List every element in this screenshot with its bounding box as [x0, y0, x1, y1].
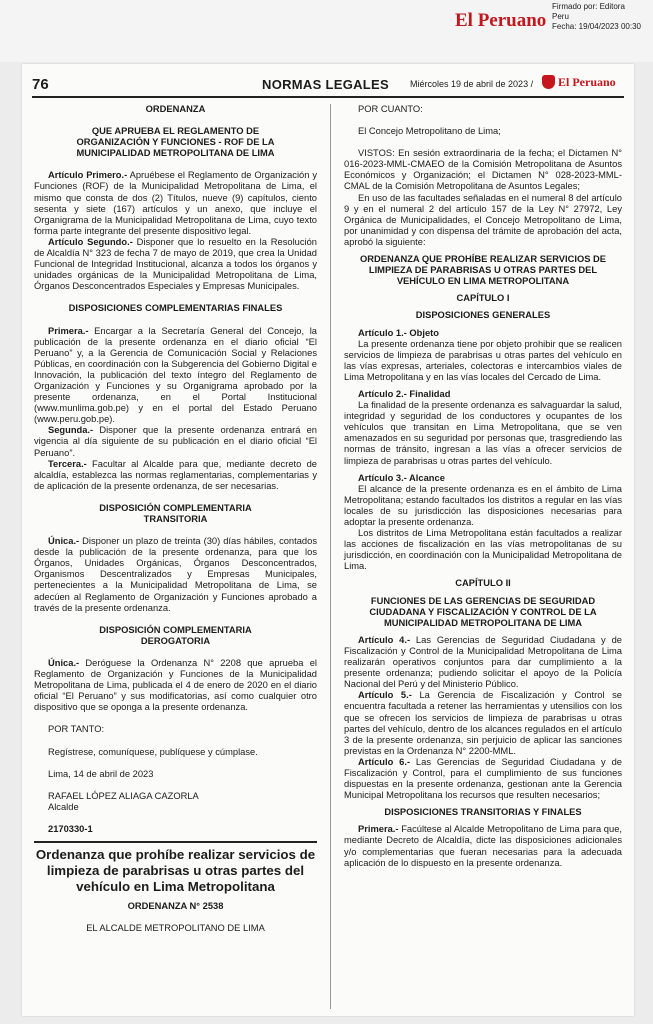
- disposicion-final-primera: Primera.- Facúltese al Alcalde Metropolitano de Lima para que, mediante Decreto de Alcaldía, dicte las disposiciones adicionales y/o complementarias que fueran necesarias para la adecuada aplicación de lo dispuesto en la presente ordenanza.: [344, 824, 622, 868]
- separator-rule: [34, 841, 317, 843]
- heading-disposiciones-generales: DISPOSICIONES GENERALES: [415, 310, 551, 321]
- firma-alcalde: RAFAEL LÓPEZ ALIAGA CAZORLA: [48, 790, 199, 801]
- articulo-1: La presente ordenanza tiene por objeto prohibir que se realicen servicios de limpieza de parabrisas u otras partes del vehículo en las vías expresas, arteriales, colectoras e intercambios viales de Lima Metropolitana y en las vías locales del Cercado de Lima.: [344, 338, 622, 382]
- alcalde-line: EL ALCALDE METROPOLITANO DE LIMA: [86, 923, 265, 934]
- left-column: [34, 104, 317, 934]
- column-divider: [330, 104, 331, 1009]
- top-strip: [0, 0, 653, 62]
- concejo-line: El Concejo Metropolitano de Lima;: [358, 126, 501, 137]
- header-logo: El Peruano: [542, 75, 616, 90]
- articulo-1-heading: Artículo 1.- Objeto: [358, 327, 439, 338]
- page-header: [32, 74, 624, 98]
- articulo-primero: Artículo Primero.- Apruébese el Reglamento de Organización y Funciones (ROF) de la Municipalidad Metropolitana de Lima, el mismo que consta de dos (2) Títulos, nueve (9) capítulos, ciento sesenta y siete (167) artículos y un anexo, que incluye el Organigrama de la Municipalidad Metropolitana de Lima, cuyo texto forma parte integrante del presente dispositivo legal.: [34, 170, 318, 236]
- heading-disp-finales: DISPOSICIONES COMPLEMENTARIAS FINALES: [68, 303, 283, 314]
- newspaper-page: [22, 64, 634, 1016]
- disposicion-tercera: Tercera.- Facultar al Alcalde para que, mediante decreto de alcaldía, establezca las normas reglamentarias, complementarias y de aplicación de la presente ordenanza, de ser necesarias.: [34, 458, 317, 491]
- fecha-lima: Lima, 14 de abril de 2023: [48, 768, 154, 779]
- ordenanza-number: ORDENANZA N° 2538: [127, 900, 224, 911]
- disposicion-unica-derogatoria: Única.- Deróguese la Ordenanza N° 2208 que aprueba el Reglamento de Organización y Funciones de la Municipalidad Metropolitana de Lima, publicada el 4 de enero de 2020 en el diario oficial “El Peruano” y sus modificatorias, así como cualquier otro dispositivo que se oponga a la presente ordenanza.: [34, 657, 317, 713]
- vistos: VISTOS: En sesión extraordinaria de la fecha; el Dictamen N° 016-2023-MML-CMAEO de la Comisión Metropolitana de Asuntos Económicos y Organización; el Dictamen N° 028-2023-MML-CMAL de la Comisión Metropolitana de Asuntos Legales;: [344, 148, 622, 192]
- disposicion-primera: Primera.- Encargar a la Secretaría General del Concejo, la publicación de la presente ordenanza en el diario oficial “El Peruano” y, a la Gerencia de Comunicación Social y Relaciones Públicas, en coordinación con la Subgerencia del Gobierno Digital e Innovación, la publicación del texto íntegro del Reglamento de Organización y Funciones y su Organigrama aprobado por la presente ordenanza, en el Portal Institucional (www.munlima.gob.pe) y en el portal del Estado Peruano (www.peru.gob.pe).: [34, 325, 317, 425]
- header-date: Miércoles 19 de abril de 2023 /: [410, 79, 534, 89]
- codigo-publicacion: 2170330-1: [48, 823, 93, 834]
- heading-transitorias-finales: DISPOSICIONES TRANSITORIAS Y FINALES: [384, 807, 582, 818]
- articulo-2-heading: Artículo 2.- Finalidad: [358, 388, 451, 399]
- articulo-6: Artículo 6.- Las Gerencias de Seguridad Ciudadana y de Fiscalización y Control, para el cumplimiento de sus funciones dispuestas en la presente ordenanza, gestionan ante la Gerencia Municipal Metropolitana los recursos que resulten necesarios;: [344, 756, 622, 801]
- heading-disp-derogatoria: DISPOSICIÓN COMPLEMENTARIA DEROGATORIA: [99, 624, 252, 646]
- capitulo-2: CAPÍTULO II: [455, 578, 511, 589]
- ordenanza-title: Ordenanza que prohíbe realizar servicios de limpieza de parabrisas u otras partes del vehículo en Lima Metropolitana: [35, 846, 316, 894]
- heading-disp-transitoria: DISPOSICIÓN COMPLEMENTARIA TRANSITORIA: [99, 502, 252, 524]
- digital-signature: Firmado por: Editora Peru Fecha: 19/04/2023 00:30: [552, 2, 641, 31]
- disposicion-unica-transitoria: Única.- Disponer un plazo de treinta (30) días hábiles, contados desde la publicación de la presente ordenanza, para que los Órganos, Unidades Orgánicas, Órganos Desconcentrados, Organismos Descentralizados y Empresas Municipales, pertenecientes a la Municipalidad Metropolitana de Lima, se adecúen al Reglamento de Organización y Funciones aprobado a través de la presente ordenanza.: [34, 536, 317, 613]
- section-title: NORMAS LEGALES: [262, 77, 389, 92]
- capitulo-1: CAPÍTULO I: [456, 293, 510, 304]
- heading-rof: QUE APRUEBA EL REGLAMENTO DE ORGANIZACIÓN Y FUNCIONES - ROF DE LA MUNICIPALIDAD METROPOLITANA DE LIMA: [76, 126, 275, 159]
- por-cuanto: POR CUANTO:: [358, 104, 423, 114]
- articulo-2: La finalidad de la presente ordenanza es salvaguardar la salud, integridad y seguridad de los conductores y ocupantes de los vehículos que transitan en Lima Metropolitana, que se ven amenazados en su seguridad por personas que, trasgrediendo las normas de tránsito, ingresan a las vías a ofrecer servicios de limpieza de parabrisas u otras partes del vehículo.: [344, 400, 622, 466]
- el-peruano-logo: El Peruano: [455, 10, 547, 31]
- registrese: Regístrese, comuníquese, publíquese y cúmplase.: [48, 746, 258, 757]
- heading-ordenanza: ORDENANZA: [145, 104, 206, 114]
- por-tanto: POR TANTO:: [48, 724, 105, 735]
- articulo-segundo: Artículo Segundo.- Disponer que lo resuelto en la Resolución de Alcaldía N° 323 de fecha 7 de mayo de 2019, que crea la Unidad Funcional de Integridad Institucional, alcanza a todos los órganos y unidades orgánicas de la Municipalidad Metropolitana de Lima, Órganos Desconcentrados Especiales y Empresas Municipales.: [34, 236, 317, 292]
- page-number: 76: [32, 76, 49, 93]
- articulo-3: El alcance de la presente ordenanza es en el ámbito de Lima Metropolitana; estando facultados los distritos a regular en las vías locales de su jurisdicción las disposiciones necesarias para adoptar la presente ordenanza.: [344, 483, 622, 527]
- en-uso-facultades: En uso de las facultades señaladas en el numeral 8 del artículo 9 y en el numeral 2 del artículo 157 de la Ley N° 27972, Ley Orgánica de Municipalidades, el Concejo Metropolitano de Lima, por unanimidad y con dispensa del trámite de aprobación del acta, aprobó la siguiente:: [344, 192, 622, 247]
- heading-ordenanza-prohibe: ORDENANZA QUE PROHÍBE REALIZAR SERVICIOS DE LIMPIEZA DE PARABRISAS U OTRAS PARTES DEL VEHÍCULO EN LIMA METROPOLITANA: [359, 254, 607, 287]
- disposicion-segunda: Segunda.- Disponer que la presente ordenanza entrará en vigencia al día siguiente de su publicación en el diario oficial “El Peruano”.: [34, 425, 317, 458]
- coat-of-arms-icon: [542, 75, 555, 89]
- heading-funciones-gerencias: FUNCIONES DE LAS GERENCIAS DE SEGURIDAD CIUDADANA Y FISCALIZACIÓN Y CONTROL DE LA MUNICIPALIDAD METROPOLITANA DE LIMA: [369, 595, 597, 628]
- right-column: [344, 104, 622, 869]
- articulo-3-heading: Artículo 3.- Alcance: [358, 472, 445, 483]
- articulo-4: Artículo 4.- Las Gerencias de Seguridad Ciudadana y de Fiscalización y Control de la Municipalidad Metropolitana de Lima realizarán operativos conjuntos para dar cumplimiento a la presente ordenanza; pudiendo solicitar el apoyo de la Policía Nacional del Perú y del Ministerio Público.: [344, 634, 622, 690]
- articulo-3-b: Los distritos de Lima Metropolitana están facultados a realizar las acciones de fiscalización en las vías metropolitanas de su jurisdicción, en coordinación con la Municipalidad Metropolitana de Lima.: [344, 528, 622, 572]
- cargo-alcalde: Alcalde: [48, 801, 79, 812]
- articulo-5: Artículo 5.- La Gerencia de Fiscalización y Control se encuentra facultada a retener las herramientas y utensilios con los que se ofrecen los servicios de limpieza de parabrisas u otras partes del vehículo, dentro de los alcances regulados en el artículo 3 de la presente ordenanza, sin perjuicio de aplicar las sanciones previstas en la Ordenanza N° 2200-MML.: [344, 690, 622, 756]
